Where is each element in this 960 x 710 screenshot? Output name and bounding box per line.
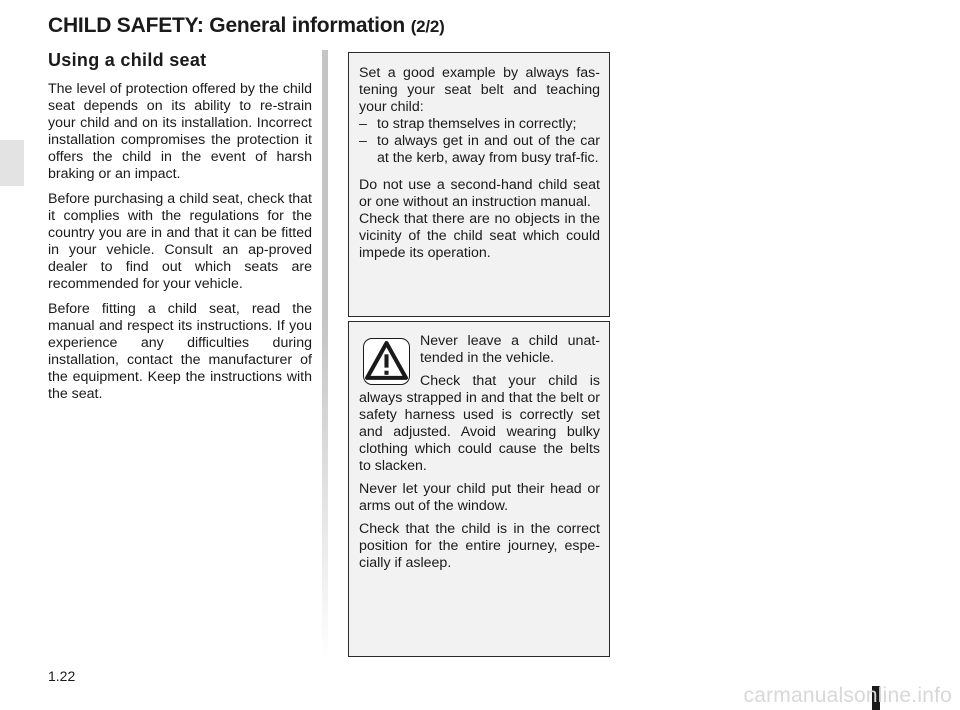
left-column bbox=[48, 50, 312, 411]
warning-triangle-icon bbox=[363, 338, 410, 385]
info-box bbox=[348, 52, 610, 317]
warning-paragraph-1: Never leave a child unat-tended in the vehicle. bbox=[420, 333, 600, 366]
page-part-indicator: (2/2) bbox=[410, 17, 445, 36]
info-paragraph-2: Check that there are no objects in the vicinity of the child seat which could impede its operation. bbox=[359, 211, 600, 261]
list-item bbox=[359, 116, 600, 133]
warning-triangle-glyph bbox=[364, 339, 409, 384]
section-heading: Using a child seat bbox=[48, 50, 207, 70]
warning-paragraph-2: Check that your child is always strapped in and that the belt or safety harness used is correctly set and adjusted. Avoid wearing bulky clothing which could cause the belts to slacken. bbox=[359, 373, 600, 474]
list-item bbox=[359, 133, 600, 167]
column-divider bbox=[322, 50, 328, 660]
info-list bbox=[359, 116, 600, 167]
body-paragraph-3: Before fitting a child seat, read the manual and respect its instructions. If you experience any difficulties during installation, contact the manufacturer of the equipment. Keep the instructions with the seat. bbox=[48, 301, 312, 402]
watermark: carmanualsonline.info bbox=[743, 684, 952, 707]
page-title bbox=[48, 14, 445, 38]
info-paragraph-1: Do not use a second-hand child seat or one without an instruction manual. bbox=[359, 177, 600, 210]
warning-box bbox=[348, 321, 610, 657]
warning-paragraph-4: Check that the child is in the correct position for the entire journey, espe-cially if asleep. bbox=[359, 521, 600, 571]
dash-bullet: – bbox=[359, 133, 367, 149]
info-intro: Set a good example by always fas-tening your seat belt and teaching your child: bbox=[359, 65, 600, 115]
chapter-tab bbox=[0, 140, 24, 186]
dash-bullet: – bbox=[359, 116, 367, 132]
page-number: 1.22 bbox=[48, 668, 76, 684]
body-paragraph-1: The level of protection offered by the child seat depends on its ability to re-strain your child and on its installation. Incorrect installation compromises the protection it offers the child in the event of harsh braking or an impact. bbox=[48, 81, 312, 182]
list-item-text: to always get in and out of the car at the kerb, away from busy traf-fic. bbox=[377, 133, 600, 166]
body-paragraph-2: Before purchasing a child seat, check that it complies with the regulations for the country you are in and that it can be fitted in your vehicle. Consult an ap-proved dealer to find out which seats are recommended for your vehicle. bbox=[48, 191, 312, 292]
page-title-text: CHILD SAFETY: General information bbox=[48, 14, 406, 37]
list-item-text: to strap themselves in correctly; bbox=[377, 116, 577, 132]
warning-paragraph-3: Never let your child put their head or arms out of the window. bbox=[359, 481, 600, 514]
